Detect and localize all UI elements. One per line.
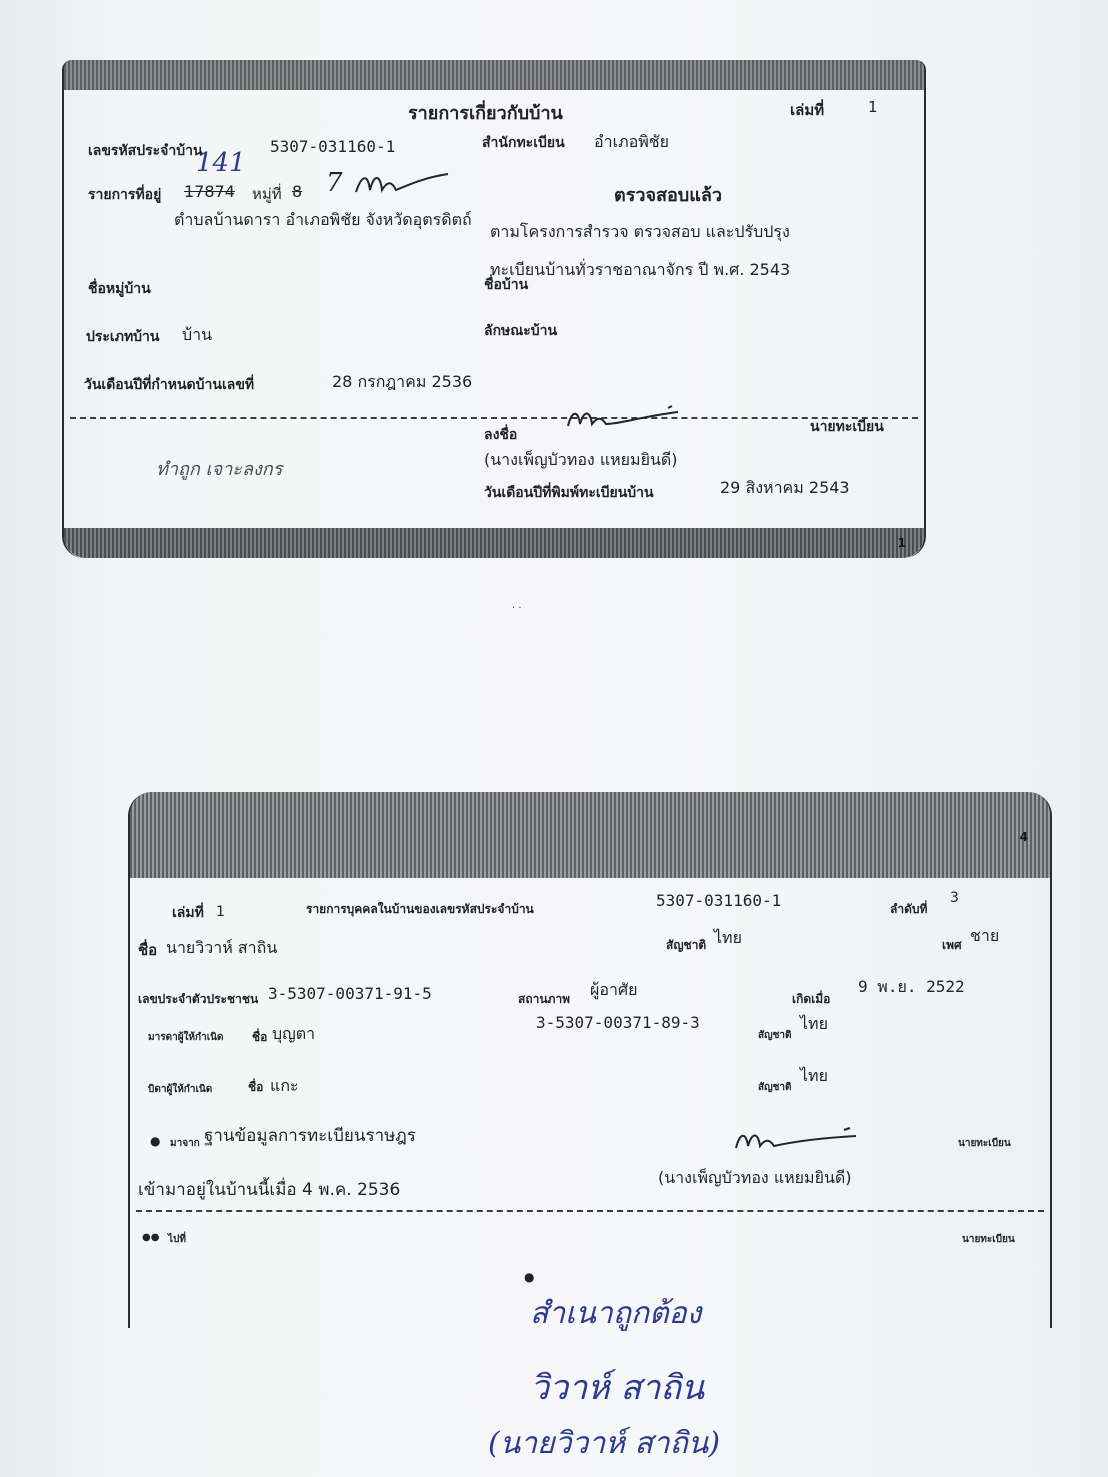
verified-heading: ตรวจสอบแล้ว — [614, 185, 722, 206]
mother-name-label: ชื่อ — [252, 1030, 268, 1044]
page-number: 1 — [897, 536, 906, 550]
address-house-number: 17874 — [184, 182, 235, 201]
moved-in-text: เข้ามาอยู่ในบ้านนี้เมื่อ 4 พ.ค. 2536 — [138, 1180, 401, 1200]
id-value: 3-5307-00371-91-5 — [268, 984, 432, 1003]
corner-number: 4 — [1019, 830, 1028, 844]
nationality-label: สัญชาติ — [666, 938, 707, 952]
order-value: 3 — [950, 890, 959, 906]
number-date-value: 28 กรกฎาคม 2536 — [332, 372, 473, 391]
handwritten-printed-name: (นายวิวาห์ สาถิน) — [488, 1426, 721, 1461]
verified-line-2: ทะเบียนบ้านทั่วราชอาณาจักร ปี พ.ศ. 2543 — [490, 260, 791, 279]
mother-nationality-label: สัญชาติ — [758, 1030, 792, 1041]
status-label: สถานภาพ — [518, 992, 571, 1006]
registrar-signature-icon — [732, 1126, 862, 1156]
volume-label: เล่มที่ — [790, 101, 825, 119]
verified-line-1: ตามโครงการสำรวจ ตรวจสอบ และปรับปรุง — [490, 222, 790, 241]
father-name-value: แกะ — [270, 1076, 299, 1095]
nationality-value: ไทย — [714, 928, 742, 947]
print-date-label: วันเดือนปีที่พิมพ์ทะเบียนบ้าน — [484, 485, 654, 501]
house-type-label: ประเภทบ้าน — [86, 329, 160, 345]
house-code-value: 5307-031160-1 — [270, 137, 396, 156]
mother-nationality-value: ไทย — [800, 1014, 828, 1033]
sex-value: ชาย — [970, 926, 1000, 945]
handwritten-note: ทำถูก เจาะลงกร — [156, 459, 283, 480]
card-title: รายการบุคคลในบ้านของเลขรหัสประจำบ้าน — [306, 902, 534, 916]
moved-from-value: ฐานข้อมูลการทะเบียนราษฎร — [204, 1126, 416, 1146]
house-details-card — [62, 60, 926, 558]
id-label: เลขประจำตัวประชาชน — [138, 992, 259, 1006]
father-nationality-label: สัญชาติ — [758, 1082, 792, 1093]
volume-label: เล่มที่ — [172, 905, 204, 921]
certified-copy-handwriting: สำเนาถูกต้อง — [530, 1296, 702, 1331]
house-name-label: ชื่อบ้าน — [484, 277, 529, 293]
print-date-value: 29 สิงหาคม 2543 — [720, 478, 850, 497]
registry-office-label: สำนักทะเบียน — [482, 135, 565, 151]
registrar-name: (นางเพ็ญบัวทอง แหยมยินดี) — [658, 1168, 852, 1187]
card-title: รายการเกี่ยวกับบ้าน — [408, 103, 563, 124]
registry-office-value: อำเภอพิชัย — [594, 132, 669, 151]
father-nationality-value: ไทย — [800, 1066, 828, 1085]
registrar-name: (นางเพ็ญบัวทอง แหยมยินดี) — [484, 450, 678, 469]
address-label: รายการที่อยู่ — [88, 187, 162, 203]
address-village-number: 8 — [292, 182, 303, 201]
born-value: 9 พ.ย. 2522 — [858, 977, 965, 996]
number-date-label: วันเดือนปีที่กำหนดบ้านเลขที่ — [84, 377, 255, 393]
house-code-value: 5307-031160-1 — [656, 891, 782, 910]
status-value: ผู้อาศัย — [590, 980, 638, 999]
bullet-marker: ● — [150, 1134, 161, 1148]
born-label: เกิดเมื่อ — [792, 992, 831, 1006]
registrar-label: นายทะเบียน — [810, 419, 884, 435]
moved-to-marker: ●● — [142, 1232, 160, 1243]
father-name-label: ชื่อ — [248, 1080, 264, 1094]
volume-value: 1 — [868, 98, 878, 116]
dot-mark: ● — [524, 1270, 535, 1284]
father-label: บิดาผู้ให้กำเนิด — [148, 1084, 213, 1095]
card-bottom-band — [64, 528, 924, 558]
signature-label: ลงชื่อ — [484, 427, 518, 443]
name-label: ชื่อ — [138, 941, 158, 959]
registrar-label-2: นายทะเบียน — [962, 1234, 1015, 1245]
house-character-label: ลักษณะบ้าน — [484, 323, 558, 339]
dashed-divider — [70, 417, 918, 419]
house-code-label: เลขรหัสประจำบ้าน — [88, 143, 203, 159]
address-village-label: หมู่ที่ — [252, 185, 282, 203]
moved-from-label: มาจาก — [170, 1138, 200, 1149]
address-line-2: ตำบลบ้านดารา อำเภอพิชัย จังหวัดอุตรดิตถ์ — [174, 210, 472, 229]
handwritten-village-number: 7 — [326, 168, 343, 198]
handwritten-house-number: 141 — [196, 148, 246, 178]
registrar-label: นายทะเบียน — [958, 1138, 1011, 1149]
mother-id-value: 3-5307-00371-89-3 — [536, 1013, 700, 1032]
card-top-band — [130, 792, 1050, 878]
dashed-divider — [136, 1210, 1044, 1212]
name-value: นายวิวาห์ สาถิน — [166, 938, 278, 957]
volume-value: 1 — [216, 904, 225, 920]
card-top-band — [64, 60, 924, 90]
initials-signature-icon — [352, 164, 452, 200]
person-details-card — [128, 792, 1052, 1328]
mother-label: มารดาผู้ให้กำเนิด — [148, 1032, 224, 1043]
sex-label: เพศ — [942, 938, 962, 952]
house-type-value: บ้าน — [182, 325, 213, 344]
scan-speck: . . — [512, 600, 522, 611]
registrar-signature-icon — [564, 404, 684, 436]
order-label: ลำดับที่ — [890, 902, 928, 916]
handwritten-signature: วิวาห์ สาถิน — [530, 1368, 705, 1408]
mother-name-value: บุญตา — [272, 1024, 316, 1043]
moved-to-label: ไปที่ — [168, 1234, 186, 1245]
village-name-label: ชื่อหมู่บ้าน — [88, 281, 151, 297]
